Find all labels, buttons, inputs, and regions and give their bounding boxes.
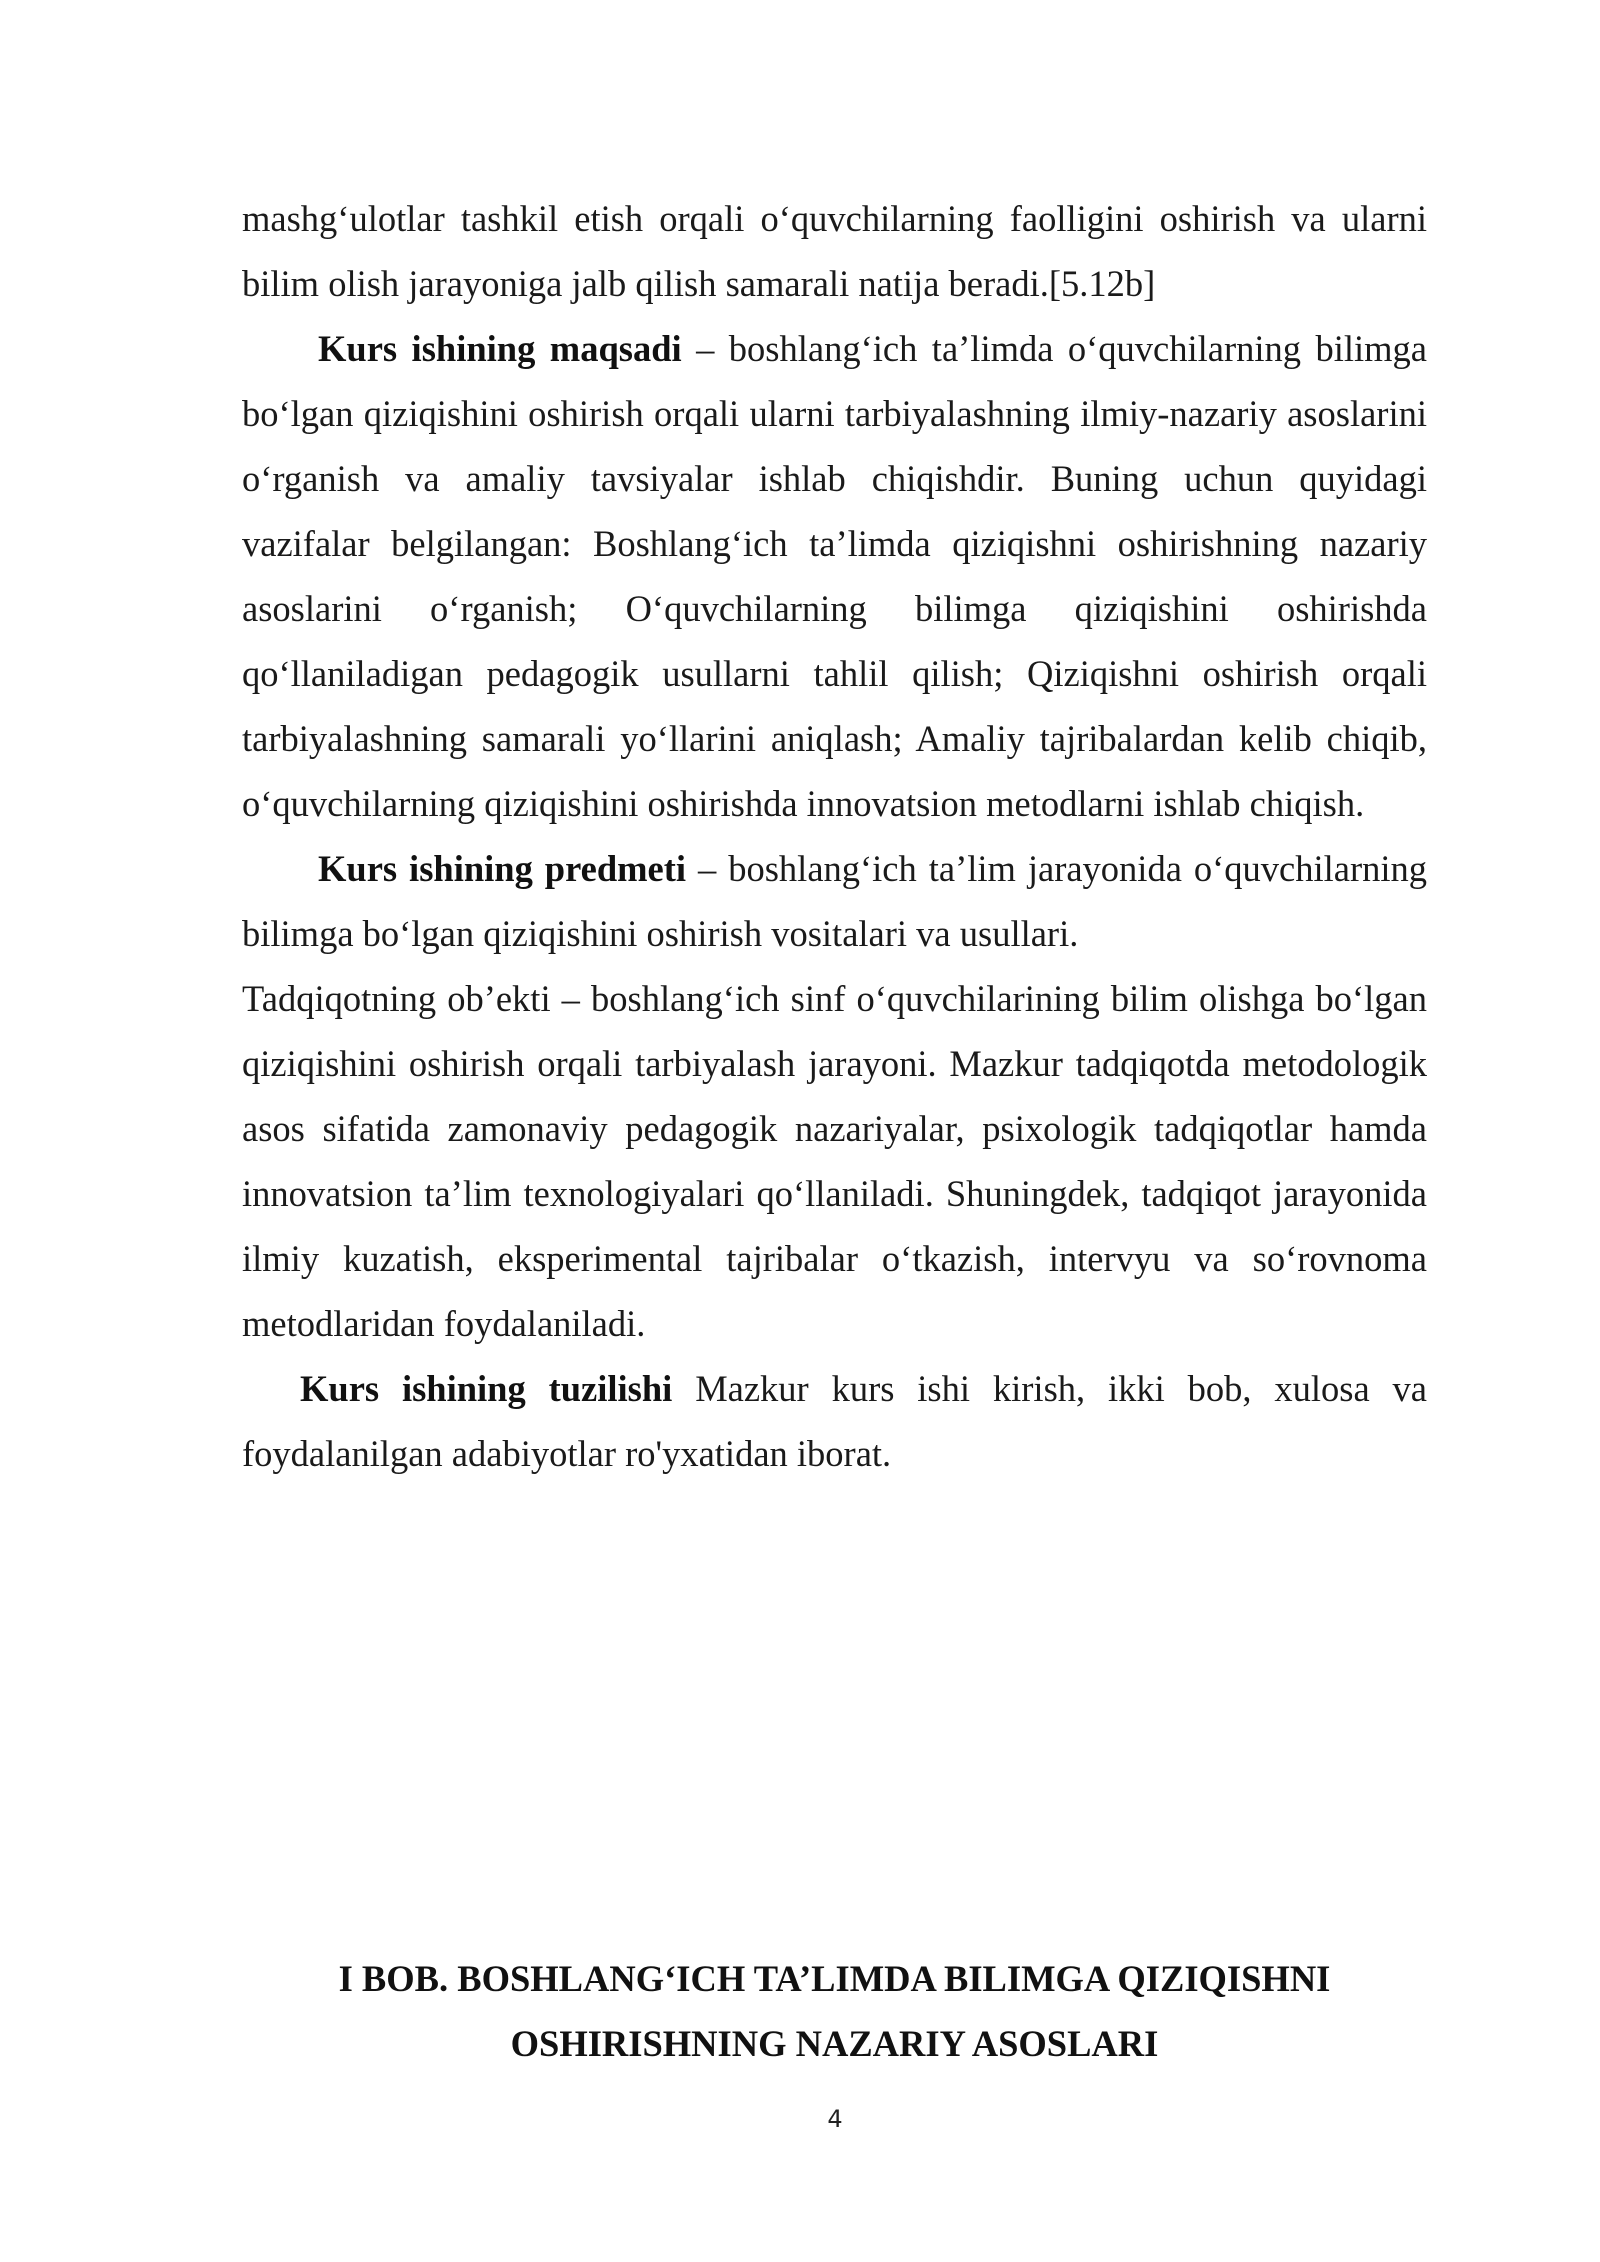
chapter-title-line-2: OSHIRISHNING NAZARIY ASOSLARI xyxy=(510,2023,1159,2064)
paragraph-object: Tadqiqotning ob’ekti – boshlang‘ich sinf o‘quvchilarining bilim olishga bo‘lgan qiziqishini oshirish orqali tarbiyalash jarayoni. Mazkur tadqiqotda metodologik asos sifatida zamonaviy pedagogik nazariyalar, psixologik tadqiqotlar hamda innovatsion ta’lim texnologiyalari qo‘llaniladi. Shuningdek, tadqiqot jarayonida ilmiy kuzatish, eksperimental tajribalar o‘tkazish, intervyu va so‘rovnoma metodlaridan foydalaniladi. xyxy=(242,978,1427,1344)
subject-text: – boshlang‘ich ta’lim jarayonida o‘quvchilarning bilimga bo‘lgan qiziqishini oshirish vositalari va usullari. xyxy=(242,848,1427,954)
paragraph-subject xyxy=(242,836,1427,966)
page-number: 4 xyxy=(827,2105,843,2133)
body-text xyxy=(242,186,1427,1486)
subject-heading: Kurs ishining predmeti xyxy=(318,848,687,889)
paragraph-structure xyxy=(242,1356,1427,1486)
paragraph-purpose xyxy=(242,316,1427,836)
structure-heading: Kurs ishining tuzilishi xyxy=(300,1368,673,1409)
chapter-title xyxy=(242,1946,1427,2076)
purpose-heading: Kurs ishining maqsadi xyxy=(318,328,682,369)
structure-text: Mazkur kurs ishi kirish, ikki bob, xulosa va foydalanilgan adabiyotlar ro'yxatidan iborat. xyxy=(242,1368,1428,1474)
chapter-title-line-1: I BOB. BOSHLANG‘ICH TA’LIMDA BILIMGA QIZIQISHNI xyxy=(338,1958,1331,1999)
paragraph-continuation: mashg‘ulotlar tashkil etish orqali o‘quvchilarning faolligini oshirish va ularni bilim olish jarayoniga jalb qilish samarali natija beradi.[5.12b] xyxy=(242,198,1427,304)
purpose-text: – boshlang‘ich ta’limda o‘quvchilarning bilimga bo‘lgan qiziqishini oshirish orqali ularni tarbiyalashning ilmiy-nazariy asoslarini o‘rganish va amaliy tavsiyalar ishlab chiqishdir. Buning uchun quyidagi vazifalar belgilangan: Boshlang‘ich ta’limda qiziqishni oshirishning nazariy asoslarini o‘rganish; O‘quvchilarning bilimga qiziqishini oshirishda qo‘llaniladigan pedagogik usullarni tahlil qilish; Qiziqishni oshirish orqali tarbiyalashning samarali yo‘llarini aniqlash; Amaliy tajribalardan kelib chiqib, o‘quvchilarning qiziqishini oshirishda innovatsion metodlarni ishlab chiqish. xyxy=(242,328,1427,824)
